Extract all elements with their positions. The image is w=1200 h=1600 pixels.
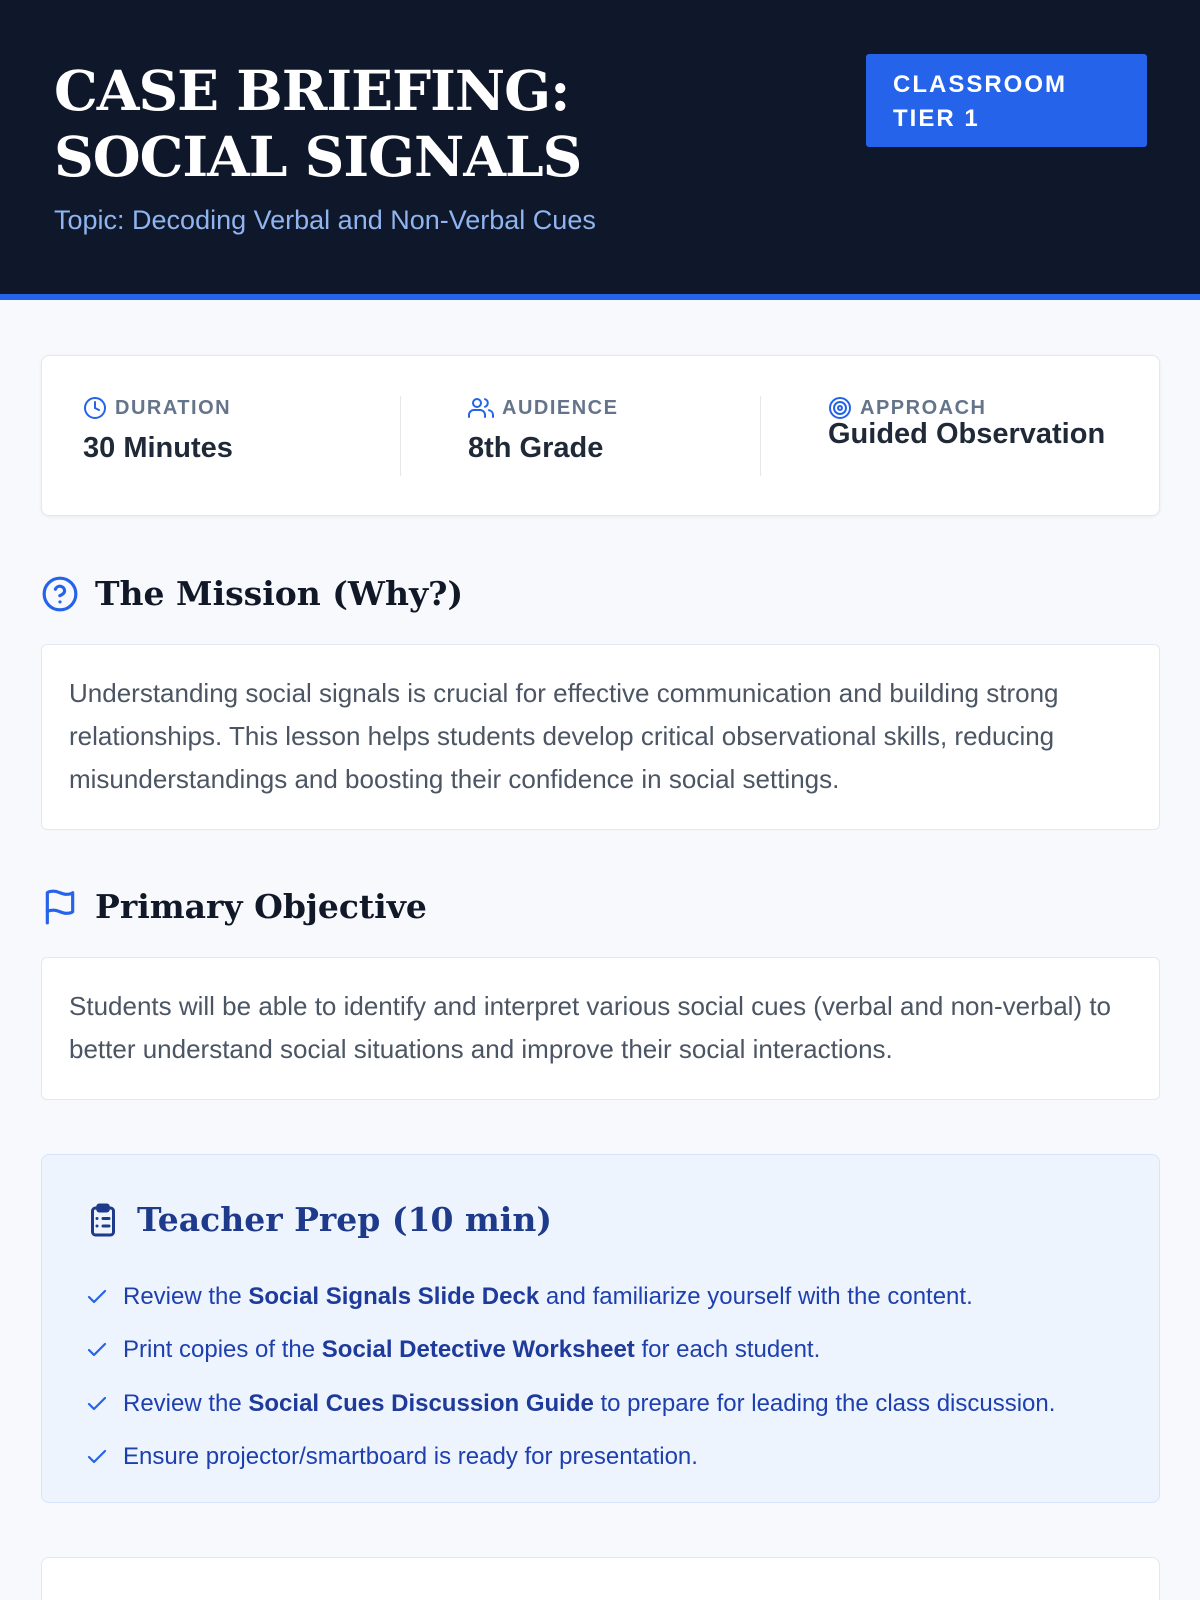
help-circle-icon [41,575,79,613]
stat-audience [468,396,618,465]
check-icon [85,1338,109,1362]
stat-duration-value: 30 Minutes [83,432,233,464]
teacher-prep-card [41,1154,1160,1503]
stat-duration-label: DURATION [115,396,232,419]
page-header [0,0,1200,300]
mission-text: Understanding social signals is crucial for effective communication and building strong relationships. This lesson helps students develop critical observational skills, reducing misunderstandings and boosting their confidence in social settings. [41,644,1160,830]
stat-approach [828,396,1105,451]
stat-audience-value: 8th Grade [468,432,604,464]
mission-heading [41,574,463,613]
clock-icon [83,396,107,420]
stat-audience-label: AUDIENCE [502,396,619,419]
resource-name: Social Signals Slide Deck [248,1282,540,1310]
stat-divider [400,396,401,476]
check-icon [85,1392,109,1416]
users-icon [468,396,494,420]
flag-icon [41,888,79,926]
list-item: Review the Social Cues Discussion Guide to prepare for leading the class discussion. [85,1377,1145,1431]
list-item: Print copies of the Social Detective Worksheet for each student. [85,1324,1145,1378]
list-item: Review the Social Signals Slide Deck and familiarize yourself with the content. [85,1270,1145,1324]
resource-name: Social Detective Worksheet [321,1336,635,1364]
stat-approach-value: Guided Observation [828,418,1106,450]
mission-heading-text: The Mission (Why?) [95,574,464,613]
objective-text: Students will be able to identify and interpret various social cues (verbal and non-verbal) to better understand social situations and improve their social interactions. [41,957,1160,1100]
resource-name: Social Cues Discussion Guide [248,1389,594,1417]
prep-heading [85,1200,552,1239]
page-subtitle: Topic: Decoding Verbal and Non-Verbal Cues [54,205,596,235]
target-icon [828,396,852,420]
stat-approach-label: APPROACH [860,396,987,419]
objective-heading-text: Primary Objective [95,887,427,926]
tier-badge: CLASSROOM TIER 1 [866,54,1147,147]
check-icon [85,1285,109,1309]
check-icon [85,1445,109,1469]
next-section-card [41,1557,1160,1600]
prep-checklist [85,1270,1145,1484]
page-title: CASE BRIEFING: SOCIAL SIGNALS [54,58,582,189]
clipboard-icon [85,1201,121,1239]
objective-heading [41,887,427,926]
prep-heading-text: Teacher Prep (10 min) [137,1200,552,1239]
list-item: Ensure projector/smartboard is ready for presentation. [85,1431,1145,1485]
stat-divider [760,396,761,476]
stat-duration [83,396,233,465]
stats-card [41,355,1160,516]
